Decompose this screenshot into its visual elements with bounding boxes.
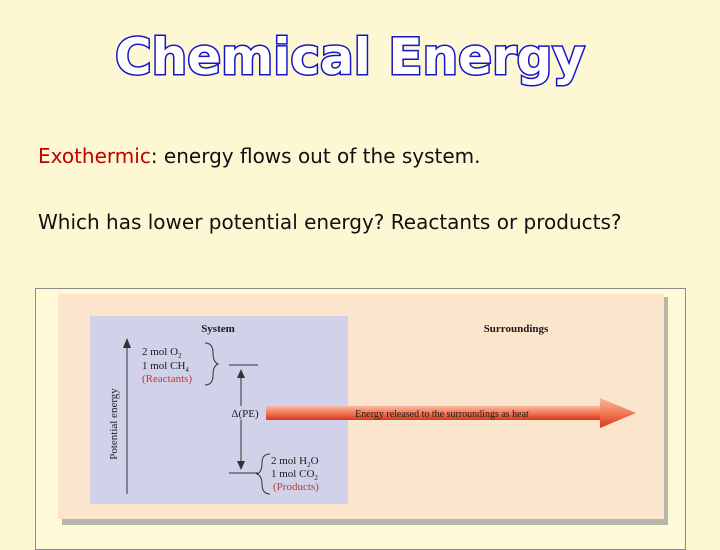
reactants-label: (Reactants) (142, 373, 193, 385)
products-brace (257, 454, 270, 494)
system-label: System (201, 323, 235, 335)
product-co2: 1 mol $CO_2$ (271, 468, 318, 482)
delta-pe-label: Δ(PE) (231, 408, 259, 420)
reactants-brace (205, 343, 218, 385)
axis-label: Potential energy (108, 388, 120, 460)
exothermic-description: : energy flows out of the system. (150, 144, 481, 168)
reactant-o2: 2 mol $O_2$ (142, 346, 182, 360)
heat-arrowhead (600, 398, 636, 428)
product-h2o: 2 mol $H_2O$ (271, 455, 319, 469)
surroundings-label: Surroundings (483, 323, 549, 335)
exothermic-term: Exothermic (38, 144, 151, 168)
delta-arrowhead-up (237, 369, 245, 378)
delta-arrowhead-down (237, 461, 245, 470)
reactant-ch4: 1 mol $CH_4$ (142, 360, 189, 374)
question-text: Which has lower potential energy? Reactants or products? (38, 210, 622, 234)
products-label: (Products) (273, 481, 319, 493)
heat-arrow-label: Energy released to the surroundings as heat (355, 409, 529, 420)
slide-title: Chemical Energy (114, 28, 586, 86)
axis-arrowhead (123, 338, 131, 348)
